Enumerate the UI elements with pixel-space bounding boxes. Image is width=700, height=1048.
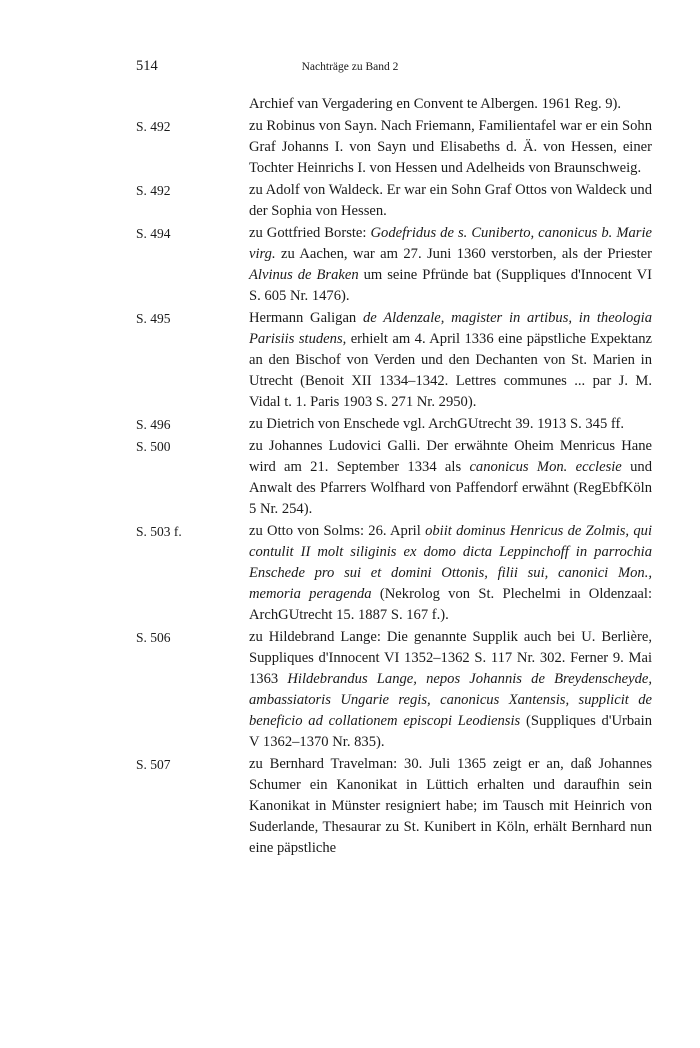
latin-quote: de Aldenzale, magister in artibus, in theologia Parisiis studens, (249, 310, 652, 347)
entry-hermann-galigan (136, 308, 652, 413)
entry-dietrich-von-enschede (136, 414, 652, 435)
entry-text: Archief van Vergadering en Convent te Albergen. 1961 Reg. 9). (249, 96, 622, 112)
latin-quote: Hildebrandus Lange, nepos Johannis de Breydenscheyde, ambassiatoris Ungarie regis, canonicus Xantensis, supplicit de beneficio ad collationem episcopi Leodiensis (249, 671, 652, 729)
latin-quote: canonicus Mon. ecclesie (469, 459, 622, 475)
latin-quote: obiit dominus Henricus de Zolmis, qui contulit II molt siliginis ex domo dicta Leppinchoff in parrochia Enschede pro sui et domini Ottonis, filii sui, canonici Mon., memoria peragenda (249, 523, 652, 602)
entry-hildebrand-lange (136, 627, 652, 753)
latin-quote: Godefridus de s. Cuniberto, canonicus b. Marie virg. (249, 225, 652, 262)
entry-text: zu Adolf von Waldeck. Er war ein Sohn Graf Ottos von Waldeck und der Sophia von Hessen. (249, 182, 652, 219)
page-number: 514 (136, 58, 158, 74)
entry-text: zu Gottfried Borste: Godefridus de s. Cuniberto, canonicus b. Marie virg. zu Aachen, war am 27. Juni 1360 verstorben, als der Priester Alvinus de Braken um seine Pfründe bat (Suppliques d'Innocent VI S. 605 Nr. 1476). (249, 225, 652, 304)
entry-adolf-von-waldeck (136, 180, 652, 222)
entry-reference: S. 506 (136, 630, 171, 645)
entry-reference: S. 495 (136, 311, 171, 326)
entry-text: zu Robinus von Sayn. Nach Friemann, Familientafel war er ein Sohn Graf Johanns I. von Sayn und Elisabeths d. Ä. von Hessen, einer Tochter Heinrichs I. von Hessen und Adelheids von Braunschweig. (249, 118, 652, 176)
entry-reference: S. 496 (136, 417, 171, 432)
entry-text: zu Otto von Solms: 26. April obiit dominus Henricus de Zolmis, qui contulit II molt siliginis ex domo dicta Leppinchoff in parrochia Enschede pro sui et domini Ottonis, filii sui, canonici Mon., memoria peragenda (Nekrolog von St. Plechelmi in Oldenzaal: ArchGUtrecht 15. 1887 S. 167 f.). (249, 523, 653, 623)
entry-gottfried-borste (136, 223, 652, 307)
entry-robinus-von-sayn (136, 116, 652, 179)
entry-bernhard-travelman (136, 754, 652, 859)
entry-reference: S. 507 (136, 757, 171, 772)
entry-text: zu Bernhard Travelman: 30. Juli 1365 zeigt er an, daß Johannes Schumer ein Kanonikat in Lüttich erhalten und daraufhin sein Kanonikat in Münster resigniert habe; im Tausch mit Heinrich von Suderlande, Thesaurar zu St. Kunibert in Köln, erhält Bernhard nun eine päpstliche (249, 756, 652, 856)
entry-reference: S. 492 (136, 183, 171, 198)
running-head: Nachträge zu Band 2 (301, 61, 399, 73)
entry-continuation (136, 94, 652, 115)
entry-text: Hermann Galigan de Aldenzale, magister in artibus, in theologia Parisiis studens, erhielt am 4. April 1336 eine päpstliche Expektanz an den Bischof von Verden und den Dechanten von St. Marien in Utrecht (Benoit XII 1334–1342. Lettres communes ... par J. M. Vidal t. 1. Paris 1903 S. 271 Nr. 2950). (249, 310, 652, 410)
entry-text: zu Hildebrand Lange: Die genannte Supplik auch bei U. Berlière, Suppliques d'Innocent VI 1352–1362 S. 117 Nr. 302. Ferner 9. Mai 1363 Hildebrandus Lange, nepos Johannis de Breydenscheyde, ambassiatoris Ungarie regis, canonicus Xantensis, supplicit de beneficio ad collationem episcopi Leodiensis (Suppliques d'Urbain V 1362–1370 Nr. 835). (249, 629, 653, 750)
entry-text: zu Johannes Ludovici Galli. Der erwähnte Oheim Menricus Hane wird am 21. September 1334 als canonicus Mon. ecclesie und Anwalt des Pfarrers Wolfhard von Paffendorf erwähnt (RegEbfKöln 5 Nr. 254). (249, 438, 652, 517)
entry-reference: S. 494 (136, 226, 171, 241)
entry-otto-von-solms (136, 521, 652, 626)
entry-reference: S. 492 (136, 119, 171, 134)
entry-reference: S. 500 (136, 439, 171, 454)
entry-reference: S. 503 f. (136, 524, 182, 539)
entry-text: zu Dietrich von Enschede vgl. ArchGUtrecht 39. 1913 S. 345 ff. (249, 416, 625, 432)
entry-johannes-ludovici-galli (136, 436, 652, 520)
entries (136, 94, 652, 860)
latin-quote: Alvinus de Braken (249, 267, 359, 283)
